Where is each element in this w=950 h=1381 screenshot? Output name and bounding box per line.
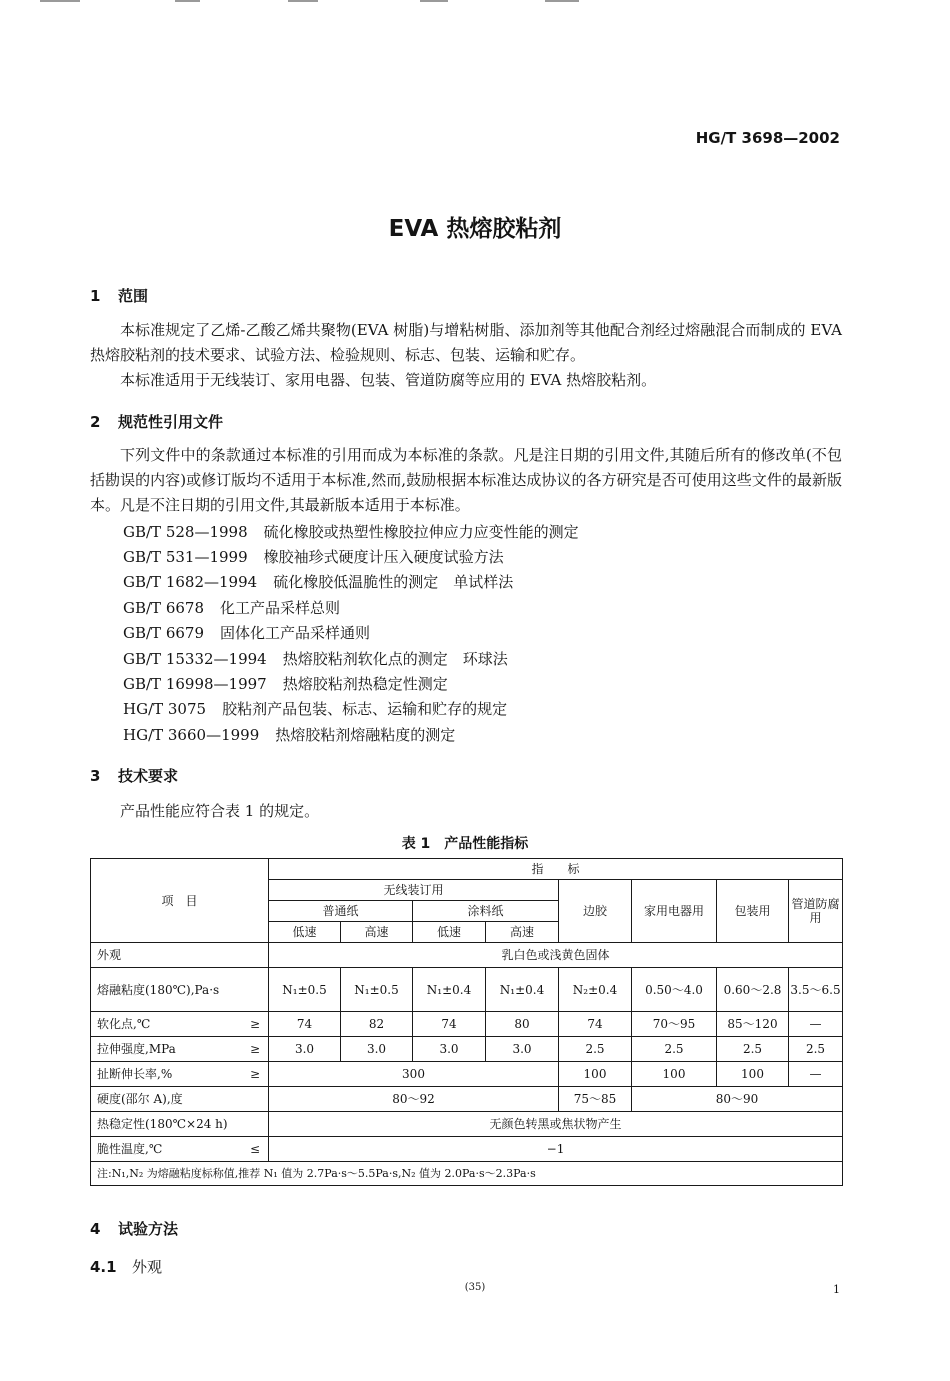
header-coated-paper: 涂料纸 (413, 901, 559, 922)
table-cell: 3.5～6.5 (789, 968, 843, 1012)
table-cell: 100 (559, 1062, 632, 1087)
reference-title: 胶粘剂产品包装、标志、运输和贮存的规定 (222, 700, 508, 718)
table-cell: 74 (269, 1012, 341, 1037)
table-cell: — (789, 1062, 843, 1087)
section-2-heading (90, 411, 223, 432)
section-1-heading (90, 285, 148, 306)
row-label: 熔融粘度(180℃),Pa·s (91, 968, 269, 1012)
section-number: 4 (90, 1220, 101, 1238)
table-cell: 80～90 (632, 1087, 843, 1112)
table-cell: N₁±0.5 (341, 968, 413, 1012)
table-cell: 70～95 (632, 1012, 717, 1037)
section-title: 规范性引用文件 (118, 413, 224, 431)
section-title: 外观 (132, 1258, 163, 1276)
reference-title: 硫化橡胶或热塑性橡胶拉伸应力应变性能的测定 (263, 523, 579, 541)
table-note: 注:N₁,N₂ 为熔融粘度标称值,推荐 N₁ 值为 2.7Pa·s～5.5Pa·s,N₂ 值为 2.0Pa·s～2.3Pa·s (91, 1162, 843, 1186)
table-cell: 3.0 (269, 1037, 341, 1062)
header-pipe: 管道防腐用 (789, 880, 843, 943)
reference-code: HG/T 3075 (123, 700, 207, 718)
reference-code: GB/T 6679 (123, 624, 205, 642)
row-label: 扯断伸长率,% (97, 1067, 173, 1081)
reference-title: 固体化工产品采样通则 (220, 624, 371, 642)
section-title: 范围 (118, 287, 149, 305)
header-plain-paper: 普通纸 (269, 901, 413, 922)
table-caption: 表 1 产品性能指标 (401, 836, 529, 852)
row-label-cell (91, 1062, 269, 1087)
reference-item (123, 596, 340, 621)
scan-mark (40, 0, 80, 2)
header-item: 项 目 (91, 859, 269, 943)
spec-table (90, 858, 843, 1186)
row-label: 拉伸强度,MPa (97, 1042, 176, 1056)
table-cell: N₁±0.4 (486, 968, 559, 1012)
reference-item (123, 570, 513, 595)
reference-item (123, 647, 508, 672)
reference-code: GB/T 528—1998 (123, 523, 248, 541)
table-cell: 无颜色转黑或焦状物产生 (269, 1112, 843, 1137)
reference-item (123, 697, 507, 722)
comparison-sign: ≥ (249, 1042, 260, 1056)
table-cell: 74 (559, 1012, 632, 1037)
header-high-speed: 高速 (486, 922, 559, 943)
header-spine: 边胶 (559, 880, 632, 943)
table-cell: — (789, 1012, 843, 1037)
table-cell: 100 (632, 1062, 717, 1087)
section-4-heading (90, 1218, 178, 1239)
reference-item (123, 520, 579, 545)
row-label-cell (91, 1137, 269, 1162)
reference-code: GB/T 16998—1997 (123, 675, 267, 693)
standard-code: HG/T 3698—2002 (695, 129, 840, 147)
table-cell: N₁±0.4 (413, 968, 486, 1012)
section-3-paragraph: 产品性能应符合表 1 的规定。 (120, 802, 320, 820)
header-low-speed: 低速 (413, 922, 486, 943)
reference-title: 热熔胶粘剂热稳定性测定 (282, 675, 448, 693)
section-title: 技术要求 (118, 767, 179, 785)
table-cell: 100 (717, 1062, 789, 1087)
table-cell: 2.5 (632, 1037, 717, 1062)
row-label: 软化点,℃ (97, 1017, 151, 1031)
reference-code: GB/T 531—1999 (123, 548, 248, 566)
section-3-heading (90, 765, 178, 786)
section-1-paragraph-1: 本标准规定了乙烯-乙酸乙烯共聚物(EVA 树脂)与增粘树脂、添加剂等其他配合剂经过熔融混合而制成的 EVA 热熔胶粘剂的技术要求、试验方法、检验规则、标志、包装、运输和贮存。 (90, 321, 842, 364)
row-label: 脆性温度,℃ (97, 1142, 163, 1156)
section-4-1-heading (90, 1256, 162, 1277)
comparison-sign: ≤ (249, 1142, 260, 1156)
document-title: EVA 热熔胶粘剂 (388, 216, 562, 242)
scan-mark (545, 0, 579, 2)
page-number: 1 (833, 1283, 840, 1296)
scan-mark (288, 0, 318, 2)
section-number: 4.1 (90, 1258, 117, 1276)
table-cell: 80 (486, 1012, 559, 1037)
row-label: 外观 (91, 943, 269, 968)
section-number: 2 (90, 413, 101, 431)
table-cell: N₂±0.4 (559, 968, 632, 1012)
reference-title: 热熔胶粘剂软化点的测定 环球法 (282, 650, 508, 668)
page-folio: (35) (464, 1282, 486, 1293)
table-cell: −1 (269, 1137, 843, 1162)
header-appliance: 家用电器用 (632, 880, 717, 943)
reference-item (123, 723, 455, 748)
reference-item (123, 621, 370, 646)
table-cell: 80～92 (269, 1087, 559, 1112)
reference-title: 化工产品采样总则 (220, 599, 341, 617)
table-cell: 2.5 (717, 1037, 789, 1062)
reference-code: HG/T 3660—1999 (123, 726, 260, 744)
comparison-sign: ≥ (249, 1067, 260, 1081)
section-1-paragraph-2: 本标准适用于无线装订、家用电器、包装、管道防腐等应用的 EVA 热熔胶粘剂。 (120, 371, 657, 389)
table-cell: 乳白色或浅黄色固体 (269, 943, 843, 968)
reference-code: GB/T 6678 (123, 599, 205, 617)
row-label-cell (91, 1037, 269, 1062)
table-cell: N₁±0.5 (269, 968, 341, 1012)
comparison-sign: ≥ (249, 1017, 260, 1031)
reference-item (123, 545, 504, 570)
table-cell: 3.0 (341, 1037, 413, 1062)
table-cell: 2.5 (559, 1037, 632, 1062)
reference-title: 热熔胶粘剂熔融粘度的测定 (275, 726, 456, 744)
reference-title: 橡胶袖珍式硬度计压入硬度试验方法 (263, 548, 504, 566)
reference-item (123, 672, 448, 697)
section-2-paragraph: 下列文件中的条款通过本标准的引用而成为本标准的条款。凡是注日期的引用文件,其随后所有的修改单(不包括勘误的内容)或修订版均不适用于本标准,然而,鼓励根据本标准达成协议的各方研究是否可使用这些文件的最新版本。凡是不注日期的引用文件,其最新版本适用于本标准。 (90, 446, 842, 514)
header-bookbinding: 无线装订用 (269, 880, 559, 901)
header-low-speed: 低速 (269, 922, 341, 943)
reference-title: 硫化橡胶低温脆性的测定 单试样法 (273, 573, 514, 591)
section-number: 3 (90, 767, 101, 785)
header-index: 指 标 (269, 859, 843, 880)
table-cell: 75～85 (559, 1087, 632, 1112)
header-packaging: 包装用 (717, 880, 789, 943)
scan-mark (175, 0, 200, 2)
reference-code: GB/T 15332—1994 (123, 650, 267, 668)
table-cell: 85～120 (717, 1012, 789, 1037)
table-cell: 0.50～4.0 (632, 968, 717, 1012)
section-number: 1 (90, 287, 101, 305)
table-cell: 74 (413, 1012, 486, 1037)
table-cell: 3.0 (486, 1037, 559, 1062)
row-label: 热稳定性(180℃×24 h) (91, 1112, 269, 1137)
table-cell: 0.60～2.8 (717, 968, 789, 1012)
header-high-speed: 高速 (341, 922, 413, 943)
table-cell: 300 (269, 1062, 559, 1087)
scan-mark (420, 0, 448, 2)
table-cell: 2.5 (789, 1037, 843, 1062)
section-title: 试验方法 (118, 1220, 179, 1238)
row-label: 硬度(邵尔 A),度 (91, 1087, 269, 1112)
reference-code: GB/T 1682—1994 (123, 573, 258, 591)
table-cell: 3.0 (413, 1037, 486, 1062)
table-cell: 82 (341, 1012, 413, 1037)
row-label-cell (91, 1012, 269, 1037)
